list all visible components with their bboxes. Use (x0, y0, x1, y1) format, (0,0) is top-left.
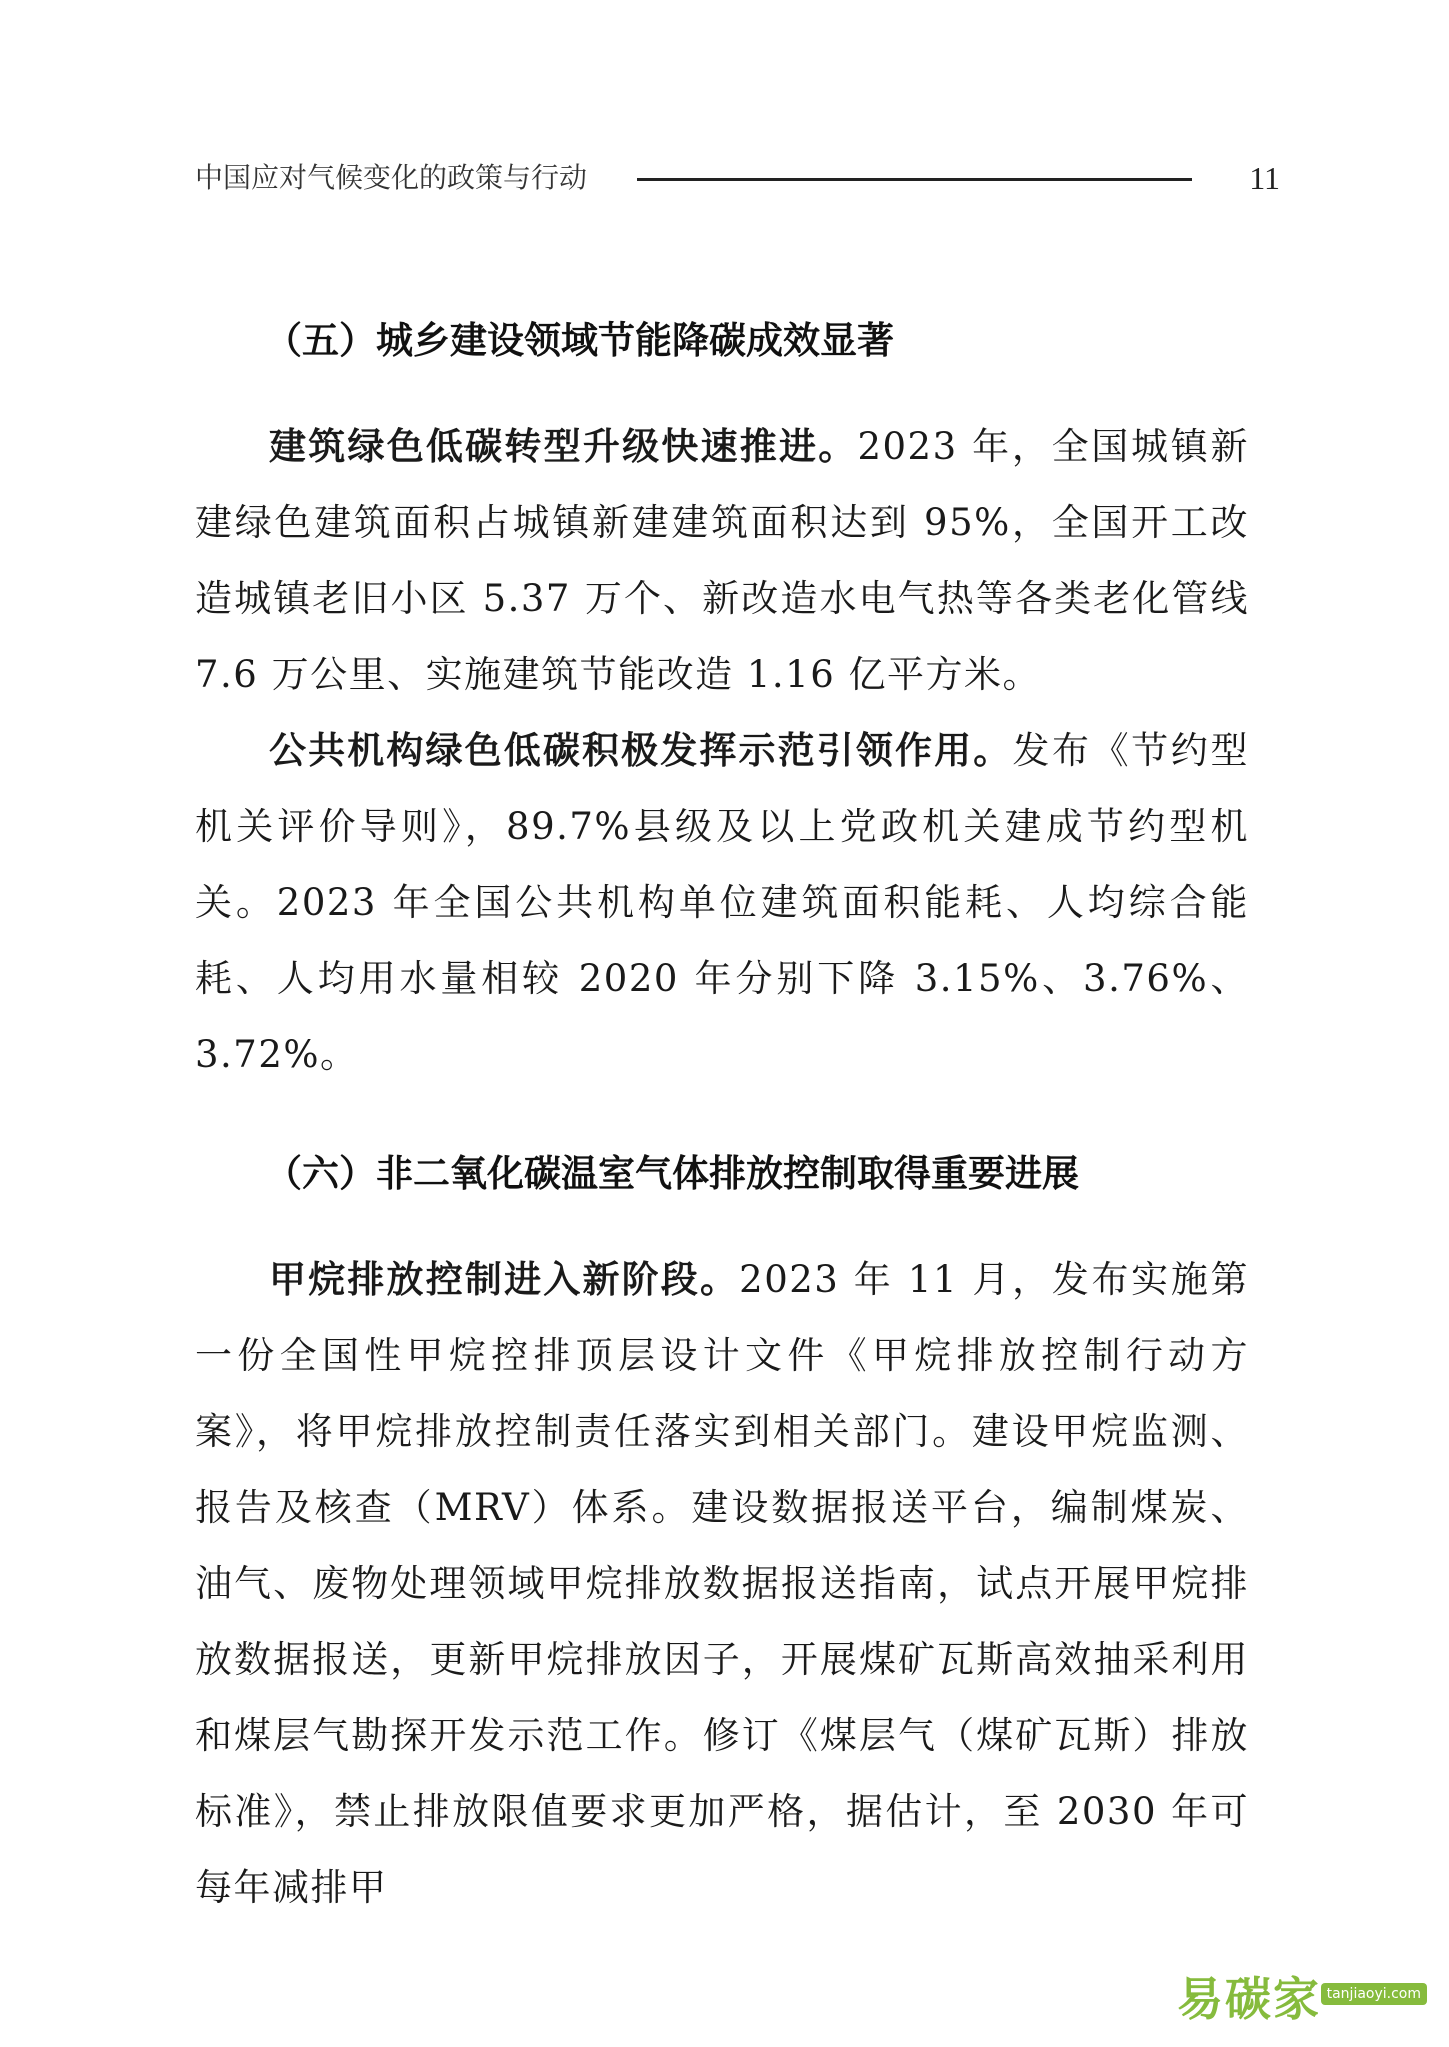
section-gap (195, 1093, 1249, 1151)
paragraph-text: 发布《节约型机关评价导则》，89.7%县级及以上党政机关建成节约型机关。2023 年全国公共机构单位建筑面积能耗、人均综合能耗、人均用水量相较 2020 年分别下降 3.15%、3.76%、3.72%。 (195, 729, 1249, 1076)
watermark-domain: tanjiaoyi.com (1321, 1983, 1427, 2005)
paragraph-text: 2023 年，全国城镇新建绿色建筑面积占城镇新建建筑面积达到 95%，全国开工改造城镇老旧小区 5.37 万个、新改造水电气热等各类老化管线 7.6 万公里、实施建筑节能改造 1.16 亿平方米。 (195, 425, 1249, 696)
document-body (195, 318, 1249, 1926)
paragraph-methane-control (195, 1242, 1249, 1926)
section-heading-5: （五）城乡建设领域节能降碳成效显著 (265, 319, 894, 362)
page-number: 11 (1249, 160, 1280, 196)
section-heading-6: （六）非二氧化碳温室气体排放控制取得重要进展 (265, 1152, 1079, 1195)
paragraph-text: 2023 年 11 月，发布实施第一份全国性甲烷控排顶层设计文件《甲烷排放控制行动方案》，将甲烷排放控制责任落实到相关部门。建设甲烷监测、报告及核查（MRV）体系。建设数据报送平台，编制煤炭、油气、废物处理领域甲烷排放数据报送指南，试点开展甲烷排放数据报送，更新甲烷排放因子，开展煤矿瓦斯高效抽采利用和煤层气勘探开发示范工作。修订《煤层气（煤矿瓦斯）排放标准》，禁止排放限值要求更加严格，据估计，至 2030 年可每年减排甲 (195, 1258, 1250, 1909)
running-header-title: 中国应对气候变化的政策与行动 (195, 161, 588, 194)
paragraph-lead: 甲烷排放控制进入新阶段。 (269, 1258, 740, 1301)
page-header (195, 158, 1280, 198)
paragraph-building-green (195, 409, 1249, 713)
paragraph-lead: 公共机构绿色低碳积极发挥示范引领作用。 (269, 729, 1013, 772)
paragraph-lead: 建筑绿色低碳转型升级快速推进。 (269, 425, 858, 468)
header-rule (637, 178, 1192, 181)
watermark-brand: 易碳家 (1177, 1972, 1321, 2026)
paragraph-public-institutions (195, 713, 1249, 1093)
site-watermark (1177, 1965, 1427, 2035)
